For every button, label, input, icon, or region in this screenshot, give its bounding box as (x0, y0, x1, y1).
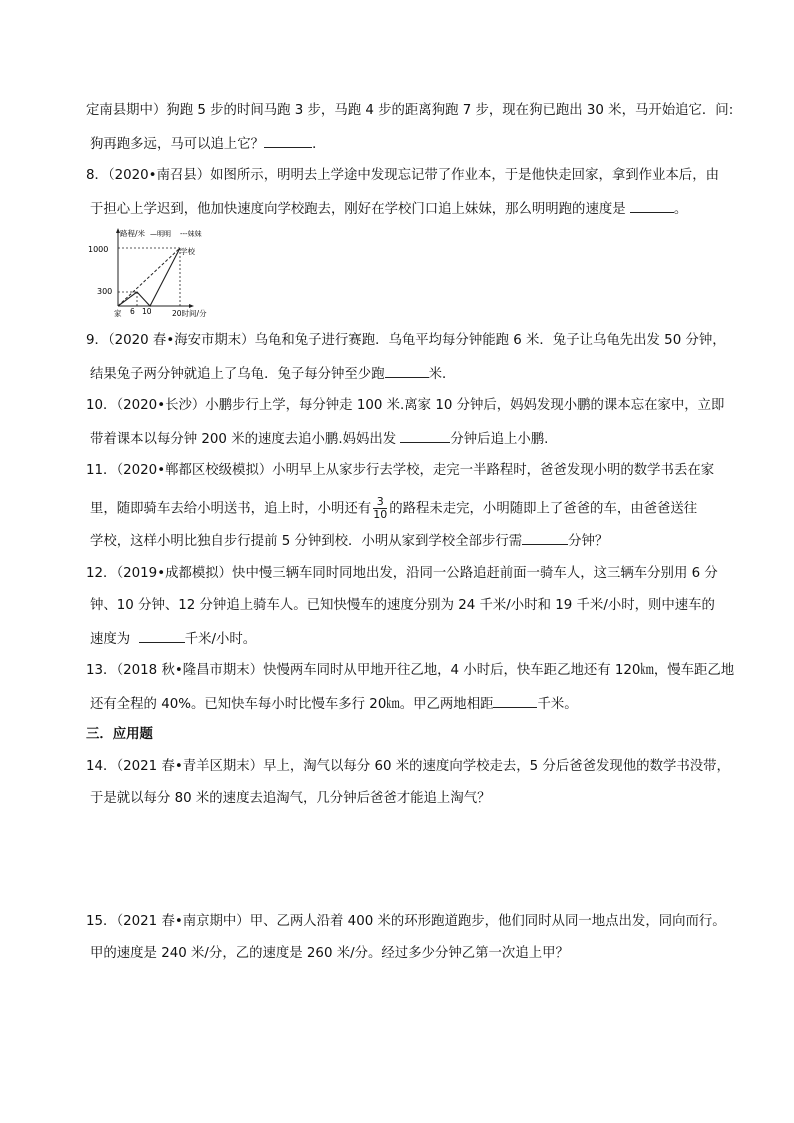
q13-text-3: 千米。 (537, 697, 578, 712)
x-tick-10: 10 (142, 307, 152, 316)
q12-text-2: 钟、10 分钟、12 分钟追上骑车人。已知快慢车的速度分别为 24 千米/小时和 19 千米/小时，则中速车的 (90, 598, 715, 613)
q13-line2 (90, 693, 578, 715)
q12-line3 (90, 628, 256, 650)
meimei-line (118, 248, 180, 306)
q11-text-1: 11．（2020•郸都区校级模拟）小明早上从家步行去学校，走完一半路程时，爸爸发现小明的数学书丢在家 (86, 463, 715, 478)
q11-fraction (373, 496, 387, 521)
q13-answer-blank[interactable] (493, 693, 537, 708)
q11-answer-blank[interactable] (522, 530, 568, 545)
q8-line2 (90, 198, 687, 220)
q7-line1 (86, 101, 733, 121)
q7-text-1: 定南县期中）狗跑 5 步的时间马跑 3 步，马跑 4 步的距离狗跑 7 步，现在狗已跑出 30 米，马开始追它．问: (86, 103, 734, 118)
q13-text-1: 13．（2018 秋•隆昌市期末）快慢两车同时从甲地开往乙地，4 小时后，快车距乙地还有 120㎞，慢车距乙地 (86, 663, 735, 678)
q11-text-4: 学校，这样小明比独自步行提前 5 分钟到校．小明从家到学校全部步行需 (90, 534, 523, 549)
q12-text-3: 速度为 (90, 632, 131, 647)
legend-meimei: ---妹妹 (180, 230, 202, 238)
section-title (86, 725, 153, 745)
q12-line1 (86, 564, 718, 584)
q9-answer-blank[interactable] (385, 363, 429, 378)
q12-text-1: 12．（2019•成都模拟）快中慢三辆车同时同地出发，沿同一公路追赶前面一骑车人，这三辆车分别用 6 分 (86, 566, 718, 581)
x-axis-arrow (189, 304, 194, 308)
q12-line2 (90, 596, 715, 616)
q10-line2 (90, 428, 548, 450)
q14-line2 (90, 789, 491, 809)
school-label: 学校 (180, 247, 195, 256)
y-tick-300: 300 (97, 287, 113, 296)
q9-line1 (86, 331, 726, 351)
q11-text-5: 分钟？ (568, 534, 609, 549)
q13-line1 (86, 661, 734, 681)
q9-text-2: 结果兔子两分钟就追上了乌龟．兔子每分钟至少跑 (90, 367, 385, 382)
q15-text-1: 15．（2021 春•南京期中）甲、乙两人沿着 400 米的环形跑道跑步，他们同时从同一地点出发，同向而行。 (86, 914, 726, 929)
q9-line2 (90, 363, 455, 385)
q11-text-3: 的路程未走完，小明随即上了爸爸的车，由爸爸送往 (389, 501, 698, 517)
q15-line1 (86, 912, 726, 932)
q10-text-3: 分钟后追上小鹏. (450, 432, 549, 447)
q14-text-1: 14．（2021 春•青羊区期末）早上，淘气以每分 60 米的速度向学校走去，5 分后爸爸发现他的数学书没带， (86, 759, 730, 774)
fraction-numerator: 3 (373, 496, 387, 509)
q8-text-3: 。 (673, 202, 688, 217)
q13-text-2: 还有全程的 40%。已知快车每小时比慢车多行 20㎞。甲乙两地相距 (90, 697, 494, 712)
q9-text-3: 米． (428, 367, 456, 382)
q10-text-1: 10．（2020•长沙）小鹏步行上学，每分钟走 100 米.离家 10 分钟后，妈妈发现小鹏的课本忘在家中，立即 (86, 398, 725, 413)
y-axis-label: 路程/米 (120, 229, 146, 238)
q15-text-2: 甲的速度是 240 米/分，乙的速度是 260 米/分。经过多少分钟乙第一次追上甲？ (90, 946, 569, 961)
q7-line2 (90, 133, 325, 155)
distance-time-graph (86, 226, 226, 320)
q12-text-4: 千米/小时。 (184, 632, 257, 647)
legend-mingming: —明明 (150, 230, 171, 238)
q10-answer-blank[interactable] (400, 428, 450, 443)
q15-line2 (90, 944, 569, 964)
q11-line3 (90, 530, 608, 552)
home-label: 家 (114, 309, 122, 318)
q9-text-1: 9．（2020 春•海安市期末）乌龟和兔子进行赛跑．乌龟平均每分钟能跑 6 米．兔子让乌龟先出发 50 分钟， (86, 333, 726, 348)
section-title-text: 三．应用题 (86, 727, 153, 742)
q7-answer-blank[interactable] (264, 133, 312, 148)
q11-text-2: 里，随即骑车去给小明送书，追上时，小明还有 (90, 501, 372, 517)
fraction-denominator: 10 (373, 508, 388, 521)
q8-line1 (86, 166, 719, 186)
q8-text-1: 8．（2020•南召县）如图所示，明明去上学途中发现忘记带了作业本，于是他快走回家，拿到作业本后，由 (86, 168, 719, 183)
q14-text-2: 于是就以每分 80 米的速度去追淘气，几分钟后爸爸才能追上淘气？ (90, 791, 491, 806)
q7-text-2: 狗再跑多远，马可以追上它？ (90, 137, 265, 152)
q12-answer-blank[interactable] (139, 628, 185, 643)
q8-text-2: 于担心上学迟到，他加快速度向学校跑去，刚好在学校门口追上妹妹，那么明明跑的速度是 (90, 202, 626, 217)
x-tick-20: 20时间/分 (172, 309, 207, 318)
q11-line1 (86, 461, 714, 481)
x-tick-6: 6 (130, 307, 135, 316)
y-tick-1000: 1000 (88, 245, 109, 254)
q14-line1 (86, 757, 730, 777)
q10-line1 (86, 396, 724, 416)
q11-line2 (90, 496, 697, 521)
q10-text-2: 带着课本以每分钟 200 米的速度去追小鹏.妈妈出发 (90, 432, 397, 447)
q7-text-3: ． (312, 137, 326, 152)
q8-answer-blank[interactable] (630, 198, 674, 213)
